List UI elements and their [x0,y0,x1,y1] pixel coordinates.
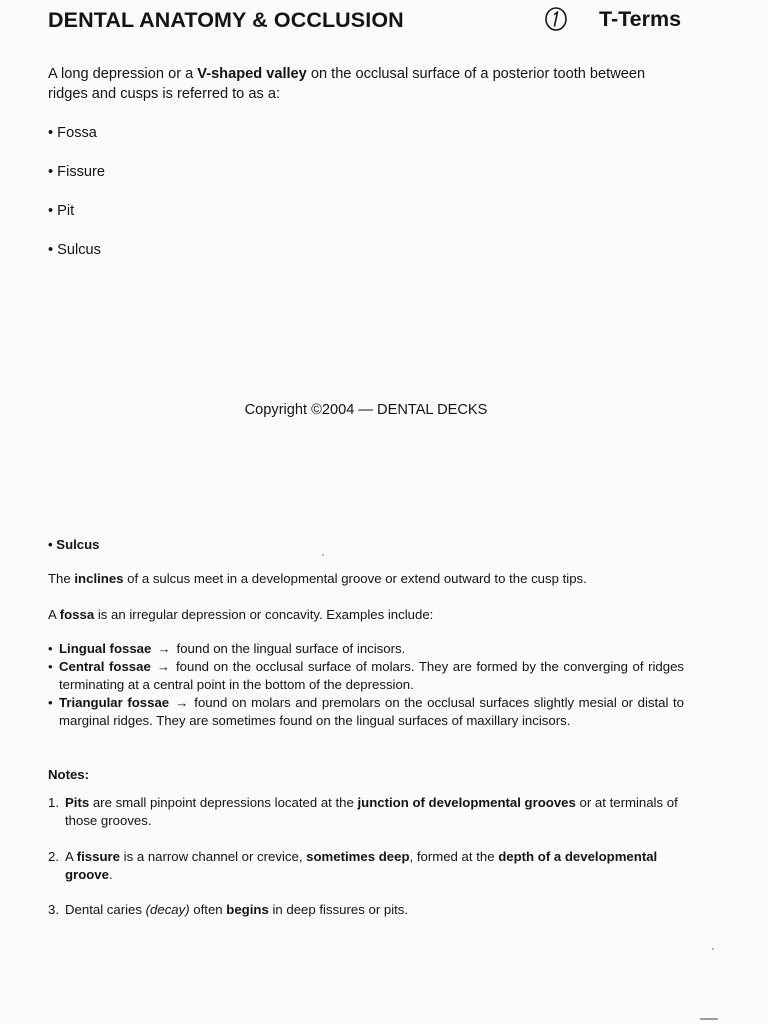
note-item: 3. Dental caries (decay) often begins in deep fissures or pits. [48,902,409,917]
question-text: A long depression or a V-shaped valley on the occlusal surface of a posterior tooth between ridges and cusps is referred to as a: [48,66,646,102]
note-item: 1. Pits are small pinpoint depressions located at the junction of developmental grooves or at terminals of those grooves. [48,795,678,828]
circled-one-icon [543,6,569,32]
answer-label: • Sulcus [48,537,100,552]
answer-inclines-text: The inclines of a sulcus meet in a developmental groove or extend outward to the cusp tips. [48,571,587,586]
list-item: • Triangular fossae → found on molars and premolars on the occlusal surfaces slightly mesial or distal to marginal ridges. They are sometimes found on the lingual surfaces of maxillary incisors. [48,695,684,728]
copyright-line: Copyright ©2004 — DENTAL DECKS [244,402,488,418]
scan-speck [322,554,324,556]
notes-heading: Notes: [48,767,90,782]
arrow-right-icon: → [157,641,171,656]
option-sulcus: • Sulcus [48,242,101,258]
option-pit: • Pit [48,203,75,219]
scan-speck [712,948,714,950]
page-title: DENTAL ANATOMY & OCCLUSION [48,8,404,32]
arrow-right-icon: → [175,695,189,710]
fossae-list [48,640,684,730]
answer-fossa-text: A fossa is an irregular depression or concavity. Examples include: [48,607,434,622]
list-item: • Lingual fossae → found on the lingual surface of incisors. [48,641,406,656]
list-item: • Central fossae → found on the occlusal surface of molars. They are formed by the converging of ridges terminating at a central point in the bottom of the depression. [48,659,684,692]
option-fossa: • Fossa [48,125,97,141]
note-item: 2. A fissure is a narrow channel or crevice, sometimes deep, formed at the depth of a developmental groove. [48,849,658,882]
scan-speck [700,1018,718,1020]
option-fissure: • Fissure [48,164,106,180]
arrow-right-icon: → [156,659,170,674]
category-label: T-Terms [599,6,682,31]
header-right [543,6,681,32]
